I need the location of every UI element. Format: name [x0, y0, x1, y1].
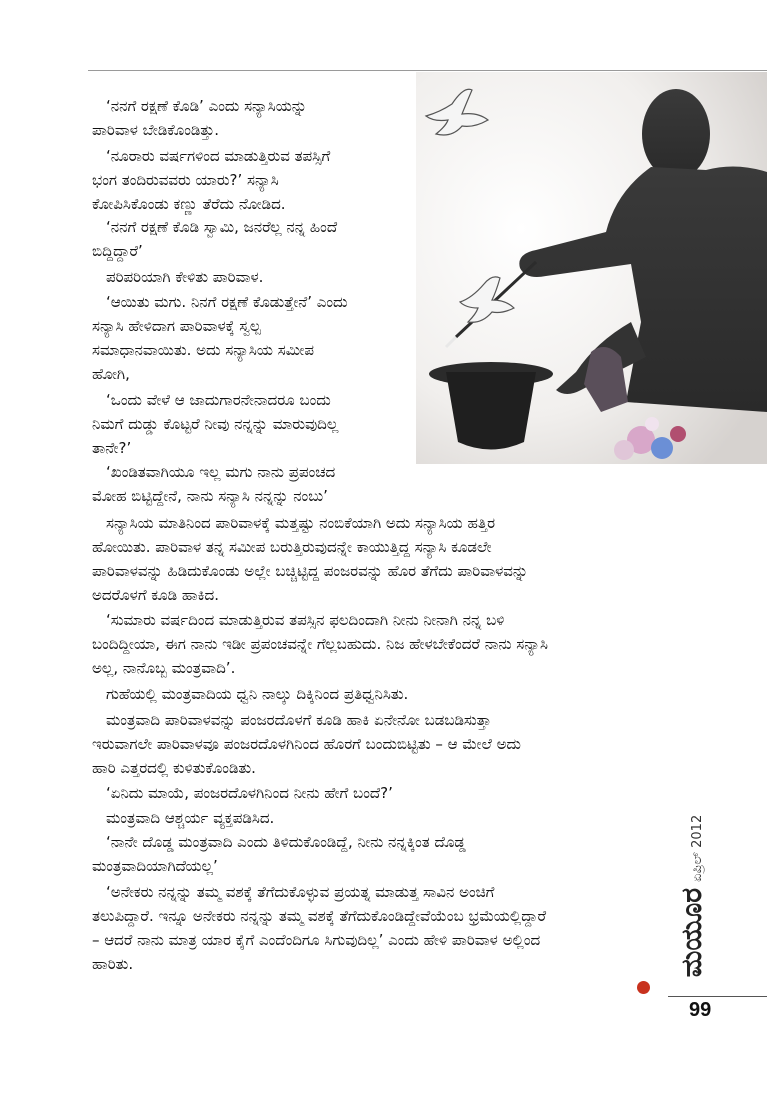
accent-dot-icon	[637, 981, 650, 994]
text-line: ಬಂದಿದ್ದೀಯಾ, ಈಗ ನಾನು ಇಡೀ ಪ್ರಪಂಚವನ್ನೇ ಗೆಲ್ಲಬಹುದು. ನಿಜ ಹೇಳಬೇಕೆಂದರೆ ನಾನು ಸನ್ಯಾಸಿ	[92, 635, 548, 653]
text-line: ಹೋಗಿ,	[92, 365, 130, 383]
top-rule	[88, 70, 767, 71]
text-line: ಮೋಹ ಬಿಟ್ಟಿದ್ದೇನೆ, ನಾನು ಸನ್ಯಾಸಿ ನನ್ನನ್ನು ನಂಬು’	[92, 487, 328, 505]
text-line: ‘ನಾನೇ ದೊಡ್ಡ ಮಂತ್ರವಾದಿ ಎಂದು ತಿಳಿದುಕೊಂಡಿದ್ದೆ, ನೀನು ನನ್ನಕ್ಕಿಂತ ದೊಡ್ಡ	[106, 833, 466, 851]
text-line: ಕೋಪಿಸಿಕೊಂಡು ಕಣ್ಣು ತೆರೆದು ನೋಡಿದ.	[92, 195, 286, 213]
text-line: ಅದರೊಳಗೆ ಕೂಡಿ ಹಾಕಿದ.	[92, 586, 220, 604]
text-line: ಮಂತ್ರವಾದಿಯಾಗಿದೆಯಲ್ಲ’	[92, 857, 218, 875]
text-line: ‘ಅನೇಕರು ನನ್ನನ್ನು ತಮ್ಮ ವಶಕ್ಕೆ ತೆಗೆದುಕೊಳ್ಳುವ ಪ್ರಯತ್ನ ಮಾಡುತ್ತ ಸಾವಿನ ಅಂಚಿಗೆ	[106, 883, 495, 901]
page-number-rule	[668, 996, 767, 997]
text-line: ಗುಹೆಯಲ್ಲಿ ಮಂತ್ರವಾದಿಯ ಧ್ವನಿ ನಾಲ್ಕು ದಿಕ್ಕಿನಿಂದ ಪ್ರತಿಧ್ವನಿಸಿತು.	[106, 685, 409, 703]
text-line: ಹೋಯಿತು. ಪಾರಿವಾಳ ತನ್ನ ಸಮೀಪ ಬರುತ್ತಿರುವುದನ್ನೇ ಕಾಯುತ್ತಿದ್ದ ಸನ್ಯಾಸಿ ಕೂಡಲೇ	[92, 538, 492, 556]
text-line: ಭಂಗ ತಂದಿರುವವರು ಯಾರು?’ ಸನ್ಯಾಸಿ	[92, 171, 279, 189]
magician-illustration	[416, 72, 767, 464]
text-line: ಹಾರಿ ಎತ್ತರದಲ್ಲಿ ಕುಳಿತುಕೊಂಡಿತು.	[92, 759, 256, 777]
text-line: ಹಾರಿತು.	[92, 955, 134, 973]
magazine-name: ಮಯೂರ	[675, 887, 709, 978]
text-line: ಮಂತ್ರವಾದಿ ಆಶ್ಚರ್ಯ ವ್ಯಕ್ತಪಡಿಸಿದ.	[106, 809, 275, 827]
text-line: ‘ನೂರಾರು ವರ್ಷಗಳಿಂದ ಮಾಡುತ್ತಿರುವ ತಪಸ್ಸಿಗೆ	[106, 147, 331, 165]
text-line: ‘ಏನಿದು ಮಾಯೆ, ಪಂಜರದೊಳಗಿನಿಂದ ನೀನು ಹೇಗೆ ಬಂದೆ?’	[106, 784, 393, 802]
text-line: ಮಂತ್ರವಾದಿ ಪಾರಿವಾಳವನ್ನು ಪಂಜರದೊಳಗೆ ಕೂಡಿ ಹಾಕಿ ಏನೇನೋ ಬಡಬಡಿಸುತ್ತಾ	[106, 711, 492, 729]
text-line: ‘ಒಂದು ವೇಳೆ ಆ ಜಾದುಗಾರನೇನಾದರೂ ಬಂದು	[106, 391, 331, 409]
magazine-sidebar	[675, 814, 709, 978]
text-line: ‘ಆಯಿತು ಮಗು. ನಿನಗೆ ರಕ್ಷಣೆ ಕೊಡುತ್ತೇನೆ’ ಎಂದು	[106, 293, 348, 311]
text-line: ಇರುವಾಗಲೇ ಪಾರಿವಾಳವೂ ಪಂಜರದೊಳಗಿನಿಂದ ಹೊರಗೆ ಬಂದುಬಿಟ್ಟಿತು – ಆ ಮೇಲೆ ಅದು	[92, 735, 521, 753]
text-line: ಸನ್ಯಾಸಿಯ ಮಾತಿನಿಂದ ಪಾರಿವಾಳಕ್ಕೆ ಮತ್ತಷ್ಟು ನಂಬಿಕೆಯಾಗಿ ಅದು ಸನ್ಯಾಸಿಯ ಹತ್ತಿರ	[106, 514, 496, 532]
text-line: ‘ಖಂಡಿತವಾಗಿಯೂ ಇಲ್ಲ ಮಗು ನಾನು ಪ್ರಪಂಚದ	[106, 463, 336, 481]
text-line: ‘ನನಗೆ ರಕ್ಷಣೆ ಕೊಡಿ ಸ್ವಾಮಿ, ಜನರೆಲ್ಲ ನನ್ನ ಹಿಂದೆ	[106, 218, 338, 236]
text-line: ನಿಮಗೆ ದುಡ್ಡು ಕೊಟ್ಟರೆ ನೀವು ನನ್ನನ್ನು ಮಾರುವುದಿಲ್ಲ	[92, 415, 339, 433]
text-line: ತಲುಪಿದ್ದಾರೆ. ಇನ್ನೂ ಅನೇಕರು ನನ್ನನ್ನು ತಮ್ಮ ವಶಕ್ಕೆ ತೆಗೆದುಕೊಂಡಿದ್ದೇವೆಯೆಂಬ ಭ್ರಮೆಯಲ್ಲಿದ್ದಾರೆ	[92, 907, 547, 925]
text-line: ಬಿದ್ದಿದ್ದಾರೆ’	[92, 242, 143, 260]
text-line: ತಾನೇ?’	[92, 439, 132, 457]
text-line: ಅಲ್ಲ, ನಾನೊಬ್ಬ ಮಂತ್ರವಾದಿ’.	[92, 659, 236, 677]
text-line: ಸಮಾಧಾನವಾಯಿತು. ಅದು ಸನ್ಯಾಸಿಯ ಸಮೀಪ	[92, 341, 314, 359]
text-line: ಪಾರಿವಾಳವನ್ನು ಹಿಡಿದುಕೊಂಡು ಅಲ್ಲೇ ಬಚ್ಚಿಟ್ಟಿದ್ದ ಪಂಜರವನ್ನು ಹೊರ ತೆಗೆದು ಪಾರಿವಾಳವನ್ನು	[92, 562, 529, 580]
text-line: ‘ನನಗೆ ರಕ್ಷಣೆ ಕೊಡಿ’ ಎಂದು ಸನ್ಯಾಸಿಯನ್ನು	[106, 97, 307, 115]
text-line: ಪಾರಿವಾಳ ಬೇಡಿಕೊಂಡಿತ್ತು.	[92, 121, 220, 139]
text-line: ‘ಸುಮಾರು ವರ್ಷದಿಂದ ಮಾಡುತ್ತಿರುವ ತಪಸ್ಸಿನ ಫಲದಿಂದಾಗಿ ನೀನು ನೀನಾಗಿ ನನ್ನ ಬಳಿ	[106, 611, 505, 629]
text-line: ಪರಿಪರಿಯಾಗಿ ಕೇಳಿತು ಪಾರಿವಾಳ.	[106, 268, 264, 286]
magician-silhouette-icon	[416, 72, 767, 464]
text-line: – ಆದರೆ ನಾನು ಮಾತ್ರ ಯಾರ ಕೈಗೆ ಎಂದೆಂದಿಗೂ ಸಿಗುವುದಿಲ್ಲ’ ಎಂದು ಹೇಳಿ ಪಾರಿವಾಳ ಅಲ್ಲಿಂದ	[92, 931, 541, 949]
text-line: ಸನ್ಯಾಸಿ ಹೇಳಿದಾಗ ಪಾರಿವಾಳಕ್ಕೆ ಸ್ವಲ್ಪ	[92, 317, 261, 335]
issue-date: ಏಪ್ರಿಲ್ 2012	[690, 814, 706, 882]
page-number: 99	[689, 999, 712, 1021]
